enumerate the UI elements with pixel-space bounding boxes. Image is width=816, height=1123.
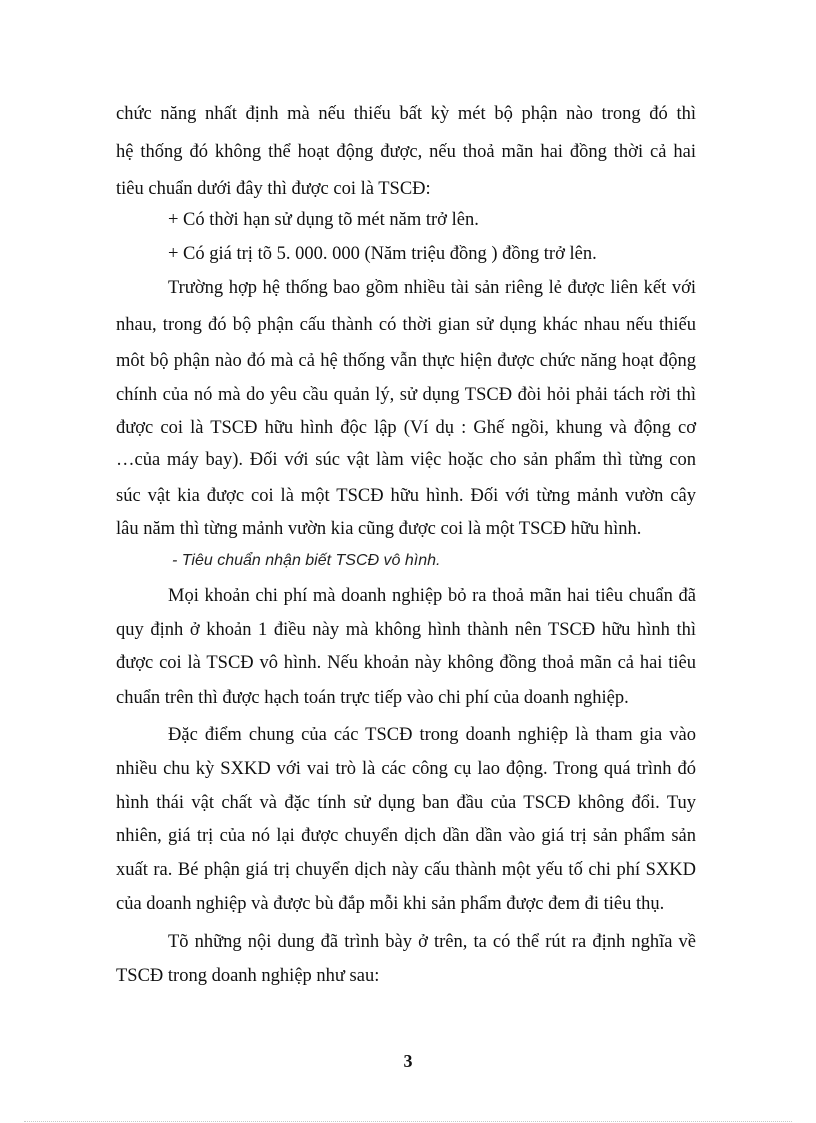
text-line: nhiên, giá trị của nó lại được chuyển dịch dần dần vào giá trị sản phẩm sản [116,826,696,846]
text-line: của doanh nghiệp và được bù đắp mỗi khi sản phẩm được đem đi tiêu thụ. [116,894,665,914]
text-line: hình thái vật chất và đặc tính sử dụng ban đầu của TSCĐ không đổi. Tuy [116,793,696,813]
paragraph-first-line: Tõ những nội dung đã trình bày ở trên, ta có thể rút ra định nghĩa về [168,932,696,952]
text-line: TSCĐ trong doanh nghiệp như sau: [116,966,380,986]
text-line: chức năng nhất định mà nếu thiếu bất kỳ mét bộ phận nào trong đó thì [116,104,696,124]
text-line: nhau, trong đó bộ phận cấu thành có thời gian sử dụng khác nhau nếu thiếu [116,315,696,335]
section-subheading: - Tiêu chuẩn nhận biết TSCĐ vô hình. [172,552,441,569]
footer-divider [24,1121,792,1122]
text-line: được coi là TSCĐ hữu hình độc lập (Ví dụ : Ghế ngồi, khung và động cơ [116,418,696,438]
paragraph-first-line: Đặc điểm chung của các TSCĐ trong doanh nghiệp là tham gia vào [168,725,696,745]
list-item: + Có thời hạn sử dụng tõ mét năm trở lên. [168,210,479,230]
text-line: chính của nó mà do yêu cầu quản lý, sử dụng TSCĐ đòi hỏi phải tách rời thì [116,385,696,405]
list-item: + Có giá trị tõ 5. 000. 000 (Năm triệu đồng ) đồng trở lên. [168,244,597,264]
text-line: súc vật kia được coi là một TSCĐ hữu hình. Đối với từng mảnh vườn cây [116,486,696,506]
text-line: lâu năm thì từng mảnh vườn kia cũng được coi là một TSCĐ hữu hình. [116,519,642,539]
text-line: tiêu chuẩn dưới đây thì được coi là TSCĐ: [116,179,431,199]
text-line: xuất ra. Bé phận giá trị chuyển dịch này cấu thành một yếu tố chi phí SXKD [116,860,696,880]
page-number: 3 [403,1051,413,1071]
text-line: nhiều chu kỳ SXKD với vai trò là các công cụ lao động. Trong quá trình đó [116,759,696,779]
text-line: hệ thống đó không thể hoạt động được, nếu thoả mãn hai đồng thời cả hai [116,142,696,162]
paragraph-first-line: Trường hợp hệ thống bao gồm nhiều tài sản riêng lẻ được liên kết với [168,278,696,298]
paragraph-first-line: Mọi khoản chi phí mà doanh nghiệp bỏ ra thoả mãn hai tiêu chuẩn đã [168,586,696,606]
text-line: được coi là TSCĐ vô hình. Nếu khoản này không đồng thoả mãn cả hai tiêu [116,653,696,673]
text-line: …của máy bay). Đối với súc vật làm việc hoặc cho sản phẩm thì từng con [116,450,696,470]
text-line: môt bộ phận nào đó mà cả hệ thống vẫn thực hiện được chức năng hoạt động [116,351,696,371]
text-line: chuẩn trên thì được hạch toán trực tiếp vào chi phí của doanh nghiệp. [116,688,629,708]
text-line: quy định ở khoản 1 điều này mà không hình thành nên TSCĐ hữu hình thì [116,620,696,640]
